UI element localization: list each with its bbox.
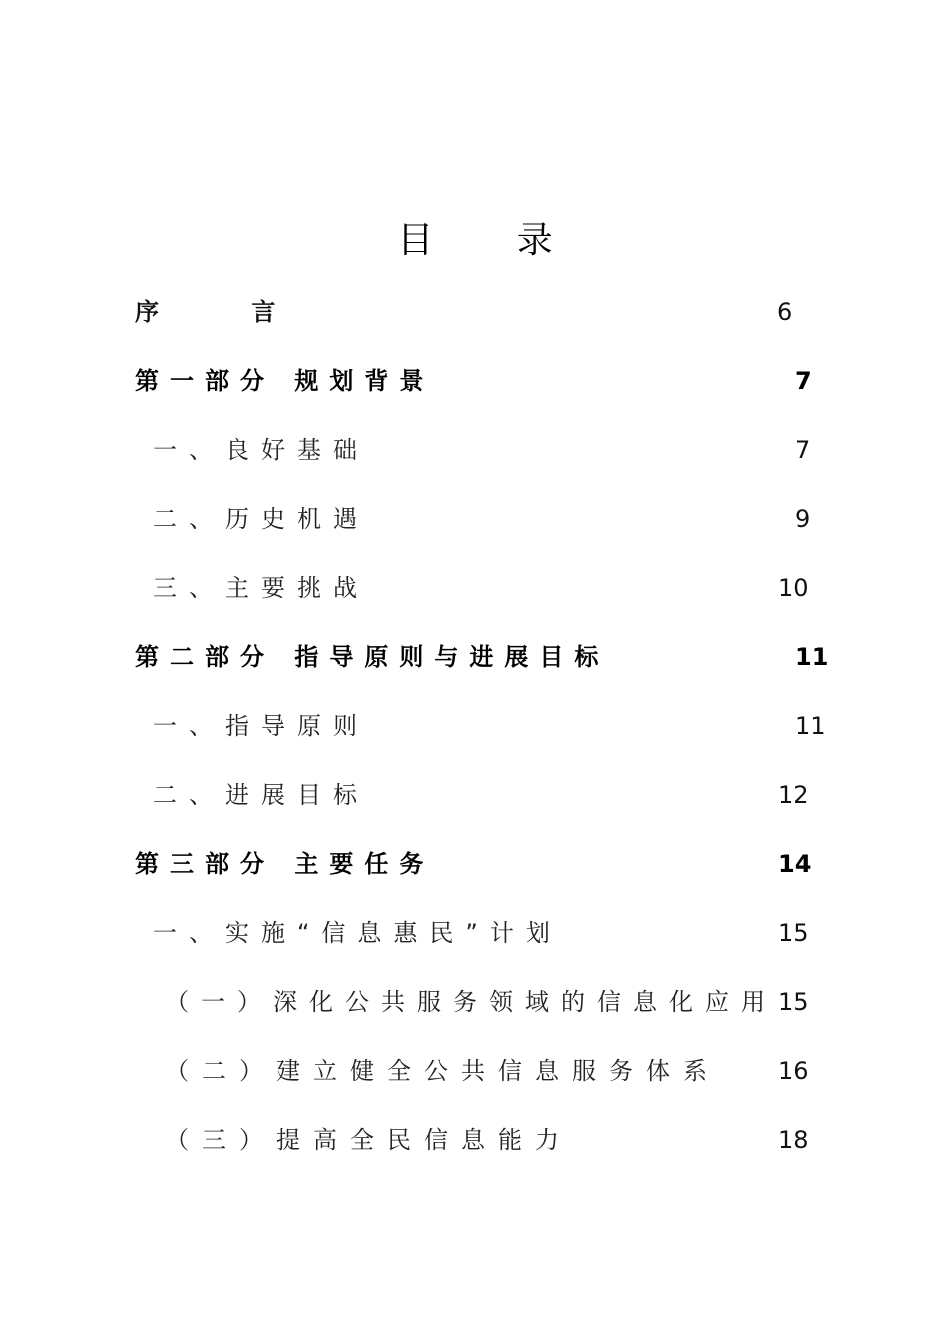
toc-entry-page: 18 xyxy=(778,1126,809,1154)
toc-entry-section[interactable] xyxy=(0,706,950,746)
toc-entry-label: 二、历史机遇 xyxy=(153,505,369,533)
toc-entry-label: （二）建立健全公共信息服务体系 xyxy=(165,1057,720,1085)
toc-entry-page: 6 xyxy=(777,298,793,326)
toc-entry-page: 10 xyxy=(778,574,809,602)
toc-entry-label: 第二部分 指导原则与进展目标 xyxy=(135,643,610,671)
toc-entry-page: 11 xyxy=(795,712,826,740)
toc-entry-preface[interactable] xyxy=(0,292,950,332)
toc-entry-subsection[interactable] xyxy=(0,1120,950,1160)
toc-entry-part-3[interactable] xyxy=(0,844,950,884)
toc-entry-label: 一、实施“信息惠民”计划 xyxy=(153,919,562,947)
toc-entry-label: 一、良好基础 xyxy=(153,436,369,464)
toc-entry-page: 16 xyxy=(778,1057,809,1085)
toc-entry-label: 二、进展目标 xyxy=(153,781,369,809)
toc-entry-page: 14 xyxy=(778,850,812,878)
toc-entry-page: 11 xyxy=(795,643,829,671)
toc-entry-label: 三、主要挑战 xyxy=(153,574,369,602)
toc-entry-page: 7 xyxy=(795,367,812,395)
toc-entry-part-2[interactable] xyxy=(0,637,950,677)
toc-entry-section[interactable] xyxy=(0,499,950,539)
toc-entry-page: 7 xyxy=(795,436,811,464)
toc-entry-subsection[interactable] xyxy=(0,982,950,1022)
toc-entry-label: （三）提高全民信息能力 xyxy=(165,1126,572,1154)
toc-entry-section[interactable] xyxy=(0,430,950,470)
toc-entry-label: 一、指导原则 xyxy=(153,712,369,740)
toc-title: 目 录 xyxy=(397,220,589,261)
toc-entry-subsection[interactable] xyxy=(0,1051,950,1091)
toc-entry-label: 序 言 xyxy=(135,298,318,326)
toc-entry-page: 15 xyxy=(778,988,809,1016)
toc-entry-label: （一）深化公共服务领域的信息化应用 xyxy=(165,988,777,1016)
toc-entry-label: 第三部分 主要任务 xyxy=(135,850,435,878)
toc-entry-part-1[interactable] xyxy=(0,361,950,401)
toc-entry-section[interactable] xyxy=(0,913,950,953)
toc-entry-page: 15 xyxy=(778,919,809,947)
toc-entry-label: 第一部分 规划背景 xyxy=(135,367,435,395)
toc-entry-section[interactable] xyxy=(0,568,950,608)
toc-entry-page: 12 xyxy=(778,781,809,809)
toc-entry-page: 9 xyxy=(795,505,811,533)
toc-entry-section[interactable] xyxy=(0,775,950,815)
